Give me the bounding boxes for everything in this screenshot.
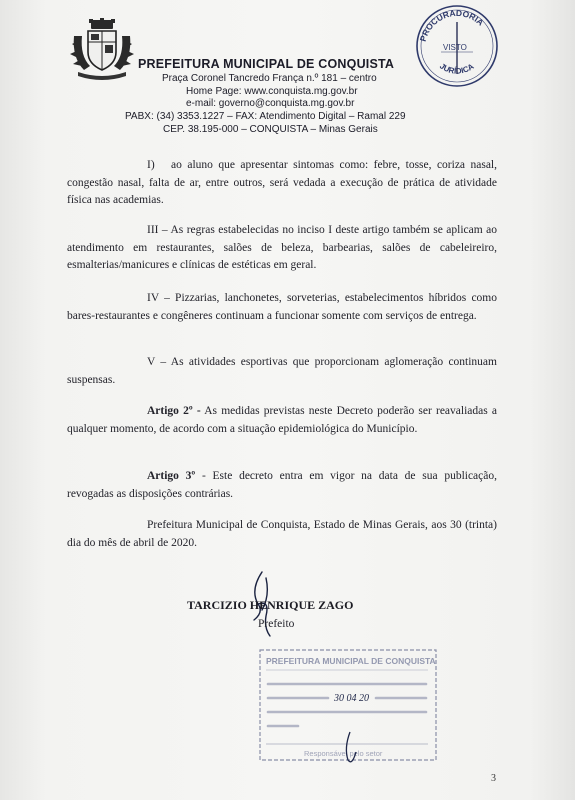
inciso-4-text: IV – Pizzarias, lanchonetes, sorveterias, estabelecimentos híbridos como bares-restaurantes e congêneres continuam a funcionar somente com serviços de entrega.: [67, 292, 497, 322]
artigo-2-text: As medidas previstas neste Decreto poderão ser reavaliadas a qualquer momento, de acordo com a situação epidemiológica do Município.: [67, 405, 497, 435]
header-title: PREFEITURA MUNICIPAL DE CONQUISTA: [138, 57, 395, 71]
paragraph-inciso-1: [67, 157, 497, 210]
header-homepage: [186, 86, 358, 97]
artigo-3-label: Artigo 3º: [147, 470, 196, 482]
publication-stamp: [258, 648, 438, 766]
paragraph-closing: [67, 517, 497, 552]
stamp-bottom-text: JURÍDICA: [438, 61, 476, 76]
artigo-3-text: - Este decreto entra em vigor na data de sua publicação, revogadas as disposições contrárias.: [67, 470, 497, 500]
email-label: e-mail:: [186, 98, 217, 109]
stamp-visto: VISTO: [443, 43, 467, 52]
svg-text:PROCURADORIA: [418, 8, 486, 43]
publication-date: 30 04 20: [334, 693, 369, 704]
header-phones: PABX: (34) 3353.1227 – FAX: Atendimento Digital – Ramal 229: [125, 111, 406, 122]
header-address: Praça Coronel Tancredo França n.º 181 – centro: [162, 73, 377, 84]
stamp-arc-text: PROCURADORIA: [417, 7, 486, 43]
paragraph-artigo-3: [67, 468, 497, 503]
paragraph-artigo-2: [67, 403, 497, 438]
header-cep: CEP. 38.195-000 – CONQUISTA – Minas Gerais: [163, 124, 378, 135]
email-link[interactable]: governo@conquista.mg.gov.br: [218, 98, 355, 109]
artigo-2-label: Artigo 2º -: [147, 405, 201, 417]
inciso-marker: I): [147, 159, 155, 171]
paragraph-inciso-3: [67, 222, 497, 275]
inciso-5-text: V – As atividades esportivas que proporcionam aglomeração continuam suspensas.: [67, 356, 497, 386]
publication-stamp-footer: Responsável pelo setor: [304, 749, 383, 758]
closing-text: Prefeitura Municipal de Conquista, Estado de Minas Gerais, aos 30 (trinta) dia do mês de abril de 2020.: [67, 519, 497, 549]
signatory-name: TARCIZIO HENRIQUE ZAGO: [187, 598, 354, 612]
municipal-crest-icon: [70, 18, 134, 80]
homepage-url[interactable]: www.conquista.mg.gov.br: [244, 86, 358, 97]
inciso-1-text: ao aluno que apresentar sintomas como: febre, tosse, coriza nasal, congestão nasal, falta de ar, entre outros, será vedada a execução de prática de atividade física nas academias.: [67, 159, 497, 206]
page-number: 3: [491, 773, 496, 784]
signatory-role: Prefeito: [258, 618, 295, 630]
publication-stamp-title: PREFEITURA MUNICIPAL DE CONQUISTA: [266, 656, 436, 666]
procuradoria-stamp: [413, 4, 501, 88]
paragraph-inciso-4: [67, 290, 497, 325]
homepage-label: Home Page:: [186, 86, 242, 97]
paragraph-inciso-5: [67, 354, 497, 389]
header-email: [186, 98, 354, 109]
inciso-3-text: III – As regras estabelecidas no inciso I deste artigo também se aplicam ao atendimento em restaurantes, salões de beleza, barbearias, salões de cabeleireiro, esmalterias/manicures e clínicas de estéticas em geral.: [67, 224, 497, 271]
